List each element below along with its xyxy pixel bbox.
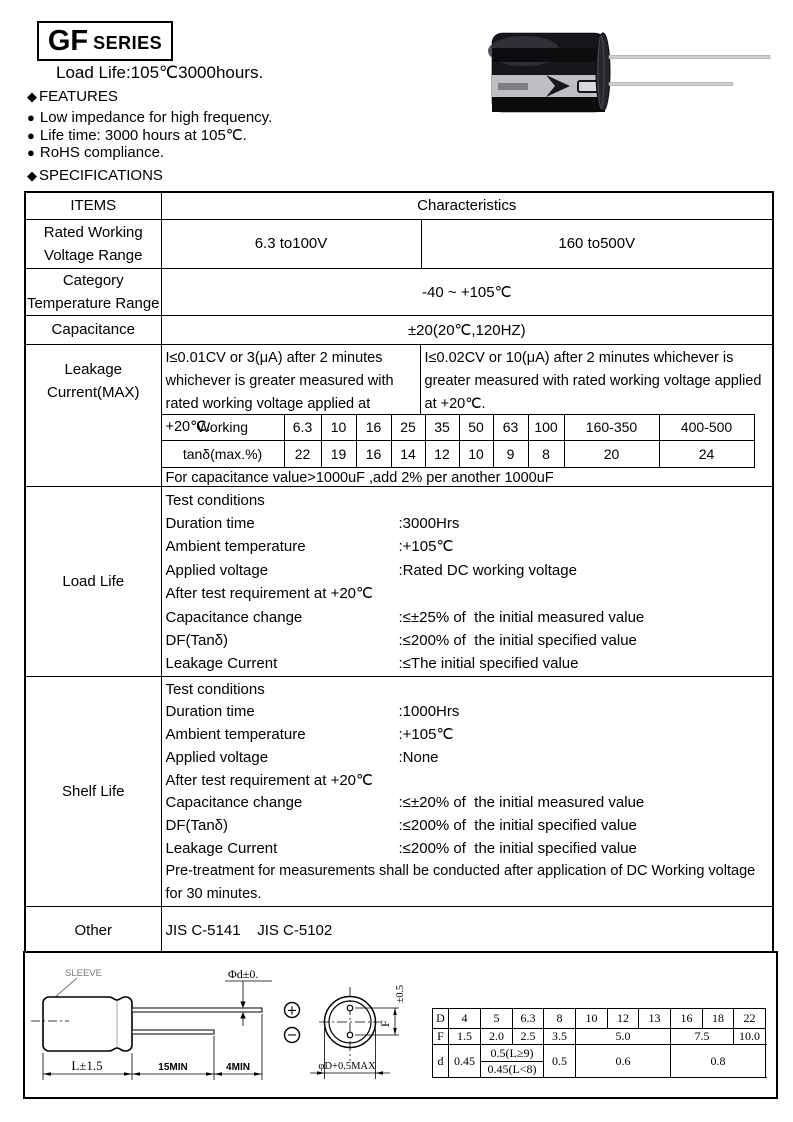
capacitor-lead-bottom (609, 82, 733, 85)
bullet-icon: ● (27, 145, 35, 160)
features-heading-label: FEATURES (39, 88, 118, 105)
condition-line (166, 792, 773, 815)
minus-symbol: − (286, 1028, 298, 1043)
dims-dd-value: 0.6 (576, 1045, 671, 1078)
tand-value: 16 (356, 440, 391, 467)
condition-value: :None (398, 748, 439, 766)
lead-dia-leader (225, 981, 272, 1002)
condition-term: Leakage Current (165, 839, 278, 857)
condition-term: Test conditions (165, 491, 265, 509)
condition-term: After test requirement at +20℃ (165, 771, 373, 789)
features-list (27, 109, 272, 162)
diamond-icon: ◆ (27, 167, 37, 183)
lead-hole-bottom (347, 1032, 353, 1038)
arrow-down (240, 1002, 245, 1009)
condition-line (166, 701, 773, 724)
feature-item (27, 109, 272, 127)
dims-f-value: 3.5 (544, 1029, 576, 1045)
tand-value: 22 (284, 440, 321, 467)
dims-f-value: 2.5 (513, 1029, 544, 1045)
condition-value: :≤200% of the initial specified value (398, 631, 637, 649)
condition-line (166, 606, 773, 629)
dim-arrow (132, 1072, 140, 1076)
dims-row-dd-label: d (433, 1045, 449, 1078)
dim-arrow (124, 1072, 132, 1076)
dims-d-value: 18 (703, 1009, 734, 1029)
working-voltage: 16 (356, 414, 391, 440)
dims-f-value: 5.0 (576, 1029, 671, 1045)
voltage-low-value: 6.3 to100V (161, 219, 421, 268)
sleeve-label: SLEEVE (65, 968, 102, 979)
capacitor-photo (488, 24, 780, 116)
lead-length-dim-label: 15MIN (158, 1062, 188, 1073)
feature-item (27, 127, 272, 145)
condition-term: Capacitance change (165, 794, 303, 812)
sleeve-mark-left (498, 83, 528, 90)
condition-line (166, 679, 773, 702)
tand-value: 24 (659, 440, 754, 467)
condition-term: Capacitance change (165, 608, 303, 626)
series-name: GF (47, 24, 89, 57)
working-voltage: 50 (459, 414, 493, 440)
lead-diameter-label: Φd±0. (228, 967, 259, 981)
leakage-high-voltage-text: I≤0.02CV or 10(μA) after 2 minutes whichever is greater measured with rated working voltage applied at +20℃. (424, 349, 762, 412)
tand-table (161, 414, 755, 468)
dim-arrow (393, 1028, 397, 1035)
leakage-row-label: Leakage Current(MAX) (25, 344, 161, 486)
diamond-icon: ◆ (27, 88, 37, 104)
plus-symbol: + (286, 1003, 298, 1019)
condition-line (166, 629, 773, 652)
leakage-low-voltage-text: I≤0.01CV or 3(μA) after 2 minutes whichever is greater measured with rated working voltage applied at +20℃. (162, 345, 421, 414)
f-dim-label: F (378, 1020, 392, 1027)
lead-bottom-outline (132, 1030, 214, 1034)
tand-value: 8 (528, 440, 564, 467)
condition-term: Duration time (165, 703, 255, 721)
condition-line (166, 582, 773, 605)
working-voltage: 25 (391, 414, 425, 440)
condition-line (166, 747, 773, 770)
dims-f-value: 10.0 (734, 1029, 766, 1045)
dims-f-value: 1.5 (449, 1029, 481, 1045)
condition-line (166, 770, 773, 793)
condition-value: :≤200% of the initial specified value (398, 839, 637, 857)
dims-dd-value: 0.45(L<8) (481, 1062, 544, 1078)
capacitance-value: ±20(20℃,120HZ) (161, 315, 773, 344)
shelf-life-row-label: Shelf Life (25, 676, 161, 906)
condition-value: :≤The initial specified value (398, 655, 579, 673)
condition-value: :1000Hrs (398, 703, 460, 721)
condition-line (166, 838, 773, 861)
dim-arrow (43, 1072, 51, 1076)
dims-dd-value: 0.45 (449, 1045, 481, 1078)
condition-term: Applied voltage (165, 748, 269, 766)
lead-tip-dim-label: 4MIN (226, 1062, 250, 1073)
tand-row-label: tanδ(max.%) (161, 440, 284, 467)
feature-item (27, 144, 272, 162)
capacitor-lead-top (609, 55, 770, 58)
specifications-table (24, 191, 774, 955)
dims-d-value: 10 (576, 1009, 608, 1029)
condition-line (166, 489, 773, 512)
tand-value: 19 (321, 440, 356, 467)
working-voltage: 35 (425, 414, 459, 440)
condition-line (166, 512, 773, 535)
specifications-heading-label: SPECIFICATIONS (39, 167, 163, 184)
dims-d-value: 5 (481, 1009, 513, 1029)
dims-row-f-label: F (433, 1029, 449, 1045)
f-dim-lines (355, 1008, 399, 1035)
dimensions-table (432, 1008, 766, 1078)
body-diameter-label: φD+0.5MAX (318, 1061, 376, 1072)
capacitor-bottom (492, 97, 605, 112)
working-voltage: 63 (493, 414, 528, 440)
working-voltage: 6.3 (284, 414, 321, 440)
spec-header-items: ITEMS (25, 192, 161, 219)
other-row-label: Other (25, 906, 161, 954)
condition-term: Applied voltage (165, 561, 269, 579)
condition-term: DF(Tanδ) (165, 816, 229, 834)
specifications-heading (27, 167, 163, 184)
dim-arrow (393, 1008, 397, 1015)
load-life-subtitle: Load Life:105℃3000hours. (56, 63, 264, 82)
tand-value: 12 (425, 440, 459, 467)
series-suffix: SERIES (93, 33, 163, 53)
condition-term: Test conditions (165, 680, 265, 698)
shelf-life-note: Pre-treatment for measurements shall be conducted after application of DC Working voltage for 30 minutes. (165, 863, 760, 903)
spec-header-characteristics: Characteristics (161, 192, 773, 219)
condition-line (166, 815, 773, 838)
condition-value: :≤±25% of the initial measured value (398, 608, 645, 626)
load-life-row-label: Load Life (25, 486, 161, 676)
condition-line (166, 535, 773, 558)
dims-dd-value: 0.8 (671, 1045, 766, 1078)
lead-top-outline (132, 1008, 262, 1012)
dims-d-value: 4 (449, 1009, 481, 1029)
body-length-dim-label: L±1.5 (71, 1058, 103, 1073)
feature-text: RoHS compliance. (39, 144, 165, 161)
feature-text: Low impedance for high frequency. (39, 109, 273, 126)
sleeve-leader-line (54, 978, 77, 998)
dims-d-value: 22 (734, 1009, 766, 1029)
dim-arrow (206, 1072, 214, 1076)
condition-value: :+105℃ (398, 726, 454, 744)
load-life-content (161, 486, 773, 676)
dims-row-d-label: D (433, 1009, 449, 1029)
tand-working-label: Working (161, 414, 284, 440)
condition-term: After test requirement at +20℃ (165, 585, 373, 603)
series-title-box (37, 21, 173, 61)
temperature-value: -40 ~ +105℃ (161, 268, 773, 315)
working-voltage: 10 (321, 414, 356, 440)
capacitance-row-label: Capacitance (25, 315, 161, 344)
lead-hole-top (347, 1005, 353, 1011)
condition-term: Ambient temperature (165, 538, 306, 556)
sleeve-mark-right (578, 81, 598, 92)
condition-value: :3000Hrs (398, 514, 460, 532)
arrow-up (240, 1012, 245, 1019)
condition-line (166, 724, 773, 747)
condition-line (166, 652, 773, 675)
bullet-icon: ● (27, 110, 35, 125)
capacitor-dark-band (492, 48, 605, 62)
leakage-note: For capacitance value>1000uF ,add 2% per another 1000uF (165, 469, 554, 486)
tand-value: 14 (391, 440, 425, 467)
dim-arrow (214, 1072, 222, 1076)
feature-text: Life time: 3000 hours at 105℃. (39, 126, 247, 144)
dim-arrow (254, 1072, 262, 1076)
features-heading (27, 88, 118, 105)
f-tolerance-label: ±0.5 (395, 985, 406, 1003)
tand-value: 9 (493, 440, 528, 467)
dims-dd-value: 0.5 (544, 1045, 576, 1078)
working-voltage: 160-350 (564, 414, 659, 440)
dims-d-value: 16 (671, 1009, 703, 1029)
dims-f-value: 2.0 (481, 1029, 513, 1045)
other-value: JIS C-5141 JIS C-5102 (161, 906, 773, 954)
voltage-row-label: Rated Working Voltage Range (25, 219, 161, 268)
tand-value: 20 (564, 440, 659, 467)
condition-term: Duration time (165, 514, 255, 532)
tand-value: 10 (459, 440, 493, 467)
dimensions-drawing-box (23, 951, 778, 1099)
dims-d-value: 13 (639, 1009, 671, 1029)
temperature-row-label: Category Temperature Range (25, 268, 161, 315)
dims-dd-value: 0.5(L≥9) (481, 1045, 544, 1062)
condition-value: :≤200% of the initial specified value (398, 816, 637, 834)
working-voltage: 100 (528, 414, 564, 440)
dims-d-value: 8 (544, 1009, 576, 1029)
dims-d-value: 6.3 (513, 1009, 544, 1029)
bullet-icon: ● (27, 127, 35, 143)
dims-f-value: 7.5 (671, 1029, 734, 1045)
condition-line (166, 559, 773, 582)
working-voltage: 400-500 (659, 414, 754, 440)
leakage-content-cell (161, 344, 773, 486)
condition-term: Ambient temperature (165, 726, 306, 744)
condition-term: Leakage Current (165, 655, 278, 673)
condition-value: :Rated DC working voltage (398, 561, 577, 579)
dim-arrow (376, 1071, 384, 1075)
voltage-high-value: 160 to500V (421, 219, 773, 268)
condition-value: :≤±20% of the initial measured value (398, 794, 645, 812)
condition-term: DF(Tanδ) (165, 631, 229, 649)
capacitor-side-outline (43, 997, 132, 1051)
condition-value: :+105℃ (398, 538, 454, 556)
shelf-life-content (161, 676, 773, 906)
dims-d-value: 12 (608, 1009, 639, 1029)
